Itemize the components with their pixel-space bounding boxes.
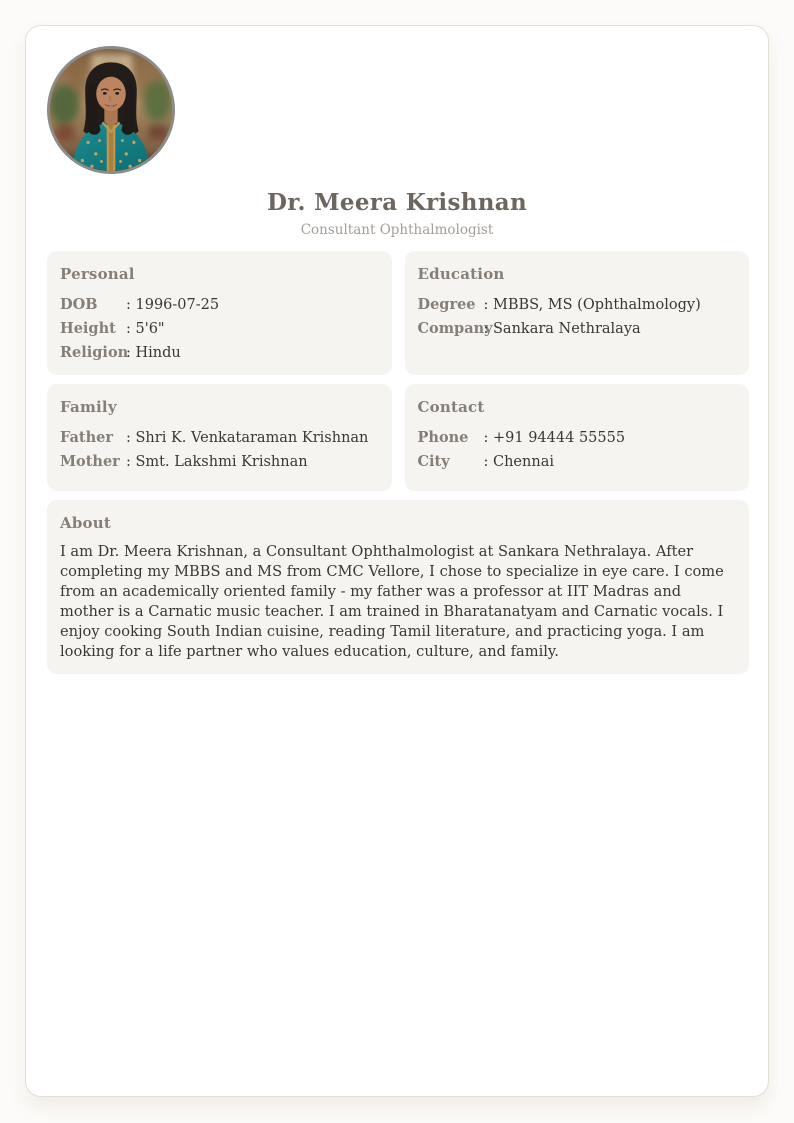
- section-about: [47, 500, 749, 674]
- personal-heading: Personal: [60, 265, 135, 283]
- header: [26, 189, 768, 238]
- family-row-father: [60, 426, 379, 450]
- biodata-card: [25, 25, 769, 1097]
- contact-row-phone: [418, 426, 737, 450]
- field-label: Phone: [417, 429, 469, 446]
- field-label: Religion: [60, 344, 129, 361]
- field-label: DOB: [60, 296, 98, 313]
- field-value: : Sankara Nethralaya: [484, 317, 641, 341]
- about-heading: About: [60, 514, 111, 532]
- about-text: I am Dr. Meera Krishnan, a Consultant Ophthalmologist at Sankara Nethralaya. After completing my MBBS and MS from CMC Vellore, I chose to specialize in eye care. I come from an academically oriented family - my father was a professor at IIT Madras and mother is a Carnatic music teacher. I am trained in Bharatanatyam and Carnatic vocals. I enjoy cooking South Indian cuisine, reading Tamil literature, and practicing yoga. I am looking for a life partner who values education, culture, and family.: [60, 543, 724, 660]
- field-value: : 1996-07-25: [126, 293, 219, 317]
- section-personal: [47, 251, 392, 375]
- profile-photo: [47, 46, 175, 174]
- sections-grid: [47, 251, 749, 674]
- field-value: : +91 94444 55555: [484, 426, 626, 450]
- field-label: Company: [417, 320, 493, 337]
- field-value: : Shri K. Venkataraman Krishnan: [126, 426, 368, 450]
- education-heading: Education: [417, 265, 505, 283]
- contact-heading: Contact: [417, 398, 485, 416]
- education-row-degree: [418, 293, 737, 317]
- education-row-company: [418, 317, 737, 341]
- page-subtitle: Consultant Ophthalmologist: [300, 222, 494, 238]
- family-row-mother: [60, 450, 379, 474]
- field-value: : Chennai: [484, 450, 554, 474]
- section-family: [47, 384, 392, 491]
- section-contact: [405, 384, 750, 491]
- field-label: Mother: [60, 453, 120, 470]
- contact-row-city: [418, 450, 737, 474]
- field-label: City: [417, 453, 450, 470]
- field-value: : Smt. Lakshmi Krishnan: [126, 450, 308, 474]
- section-education: [405, 251, 750, 375]
- field-value: : 5'6": [126, 317, 165, 341]
- field-label: Degree: [417, 296, 476, 313]
- field-label: Height: [60, 320, 116, 337]
- family-heading: Family: [60, 398, 117, 416]
- personal-row-dob: [60, 293, 379, 317]
- personal-row-religion: [60, 341, 379, 365]
- page-title: Dr. Meera Krishnan: [267, 189, 527, 216]
- field-value: : MBBS, MS (Ophthalmology): [484, 293, 701, 317]
- profile-photo-illustration: [50, 49, 172, 171]
- field-value: : Hindu: [126, 341, 181, 365]
- field-label: Father: [60, 429, 114, 446]
- personal-row-height: [60, 317, 379, 341]
